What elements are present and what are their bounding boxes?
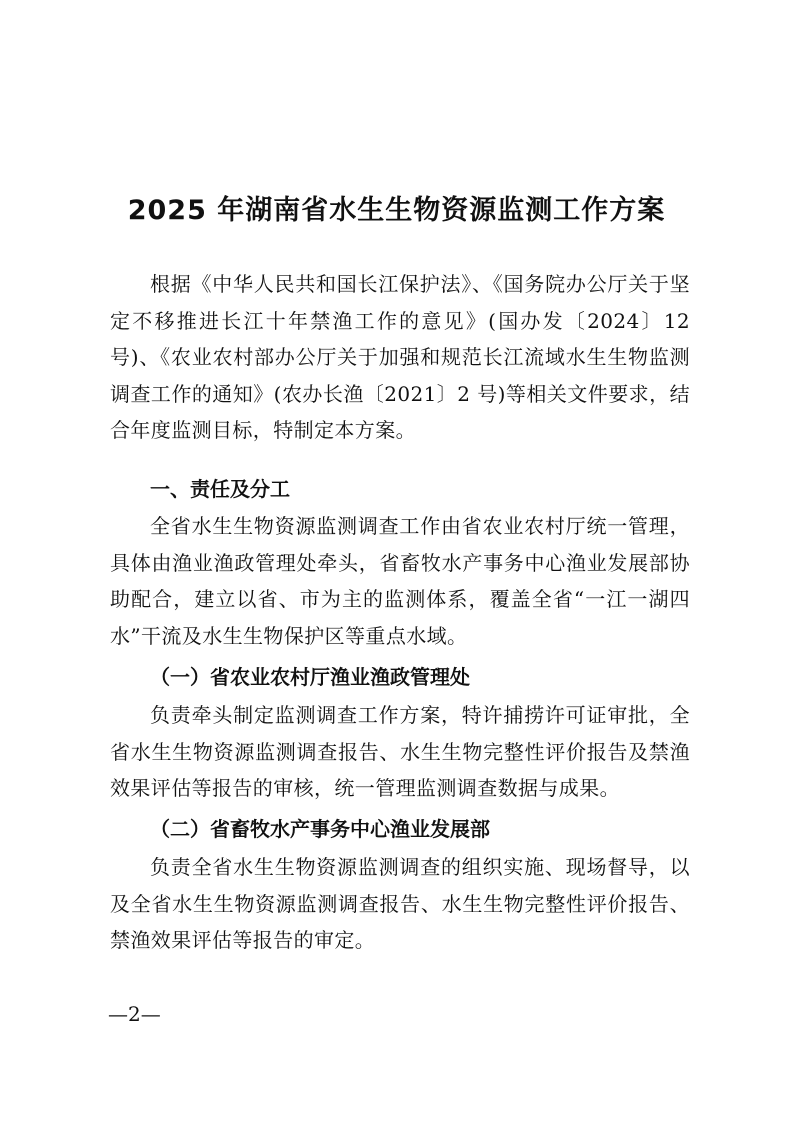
- document-title: 2025 年湖南省水生生物资源监测工作方案: [127, 195, 666, 226]
- fishery-admin-paragraph: 负责牵头制定监测调查工作方案，特许捕捞许可证审批，全省水生生物资源监测调查报告、水生生物完整性评价报告及禁渔效果评估等报告的审核，统一管理监测调查数据与成果。: [110, 703, 690, 800]
- responsibilities-paragraph: 全省水生生物资源监测调查工作由省农业农村厅统一管理，具体由渔业渔政管理处牵头，省畜牧水产事务中心渔业发展部协助配合，建立以省、市为主的监测体系，覆盖全省“一江一湖四水”干流及水生生物保护区等重点水域。: [110, 514, 690, 648]
- intro-paragraph: 根据《中华人民共和国长江保护法》、《国务院办公厅关于坚定不移推进长江十年禁渔工作的意见》(国办发〔2024〕12 号)、《农业农村部办公厅关于加强和规范长江流域水生生物监测调查工作的通知》(农办长渔〔2021〕2 号)等相关文件要求，结合年度监测目标，特制定本方案。: [110, 272, 690, 442]
- subsection-heading-fishery-admin: （一）省农业农村厅渔业渔政管理处: [150, 665, 470, 689]
- subsection-heading-aquatic-center: （二）省畜牧水产事务中心渔业发展部: [150, 817, 490, 841]
- section-heading-responsibilities: 一、责任及分工: [150, 477, 290, 501]
- aquatic-center-paragraph: 负责全省水生生物资源监测调查的组织实施、现场督导，以及全省水生生物资源监测调查报告、水生生物完整性评价报告、禁渔效果评估等报告的审定。: [110, 855, 690, 952]
- page-number: —2—: [108, 1002, 161, 1026]
